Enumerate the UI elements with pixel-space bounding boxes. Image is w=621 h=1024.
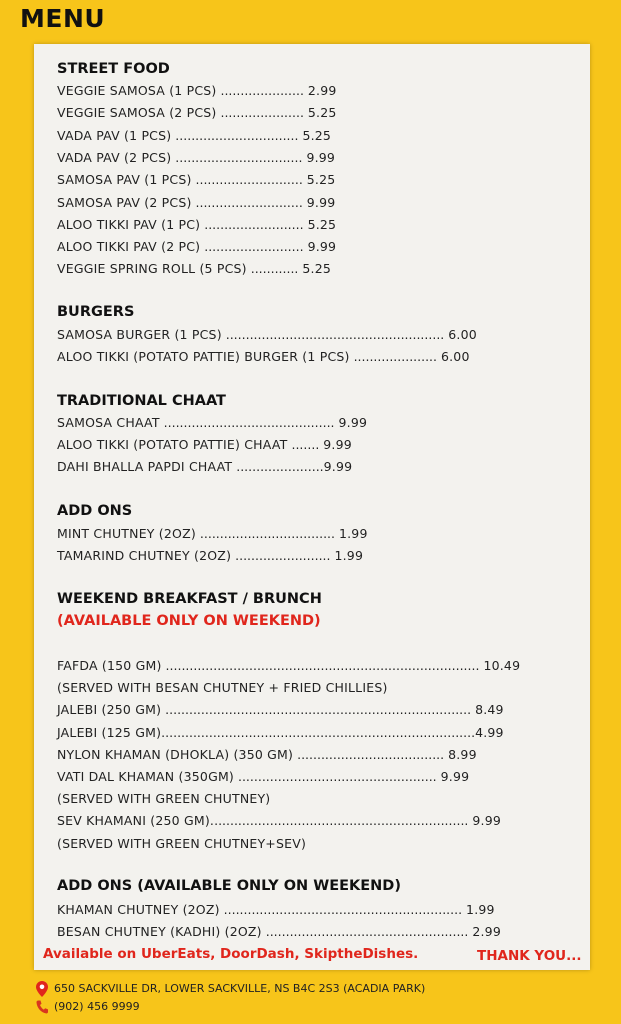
- menu-item-name: SAMOSA PAV (1 PCS): [57, 172, 192, 188]
- menu-item-name: ALOO TIKKI PAV (1 PC): [57, 216, 201, 232]
- menu-item-price: 5.25: [302, 127, 332, 143]
- menu-item-price: 9.99: [323, 459, 353, 474]
- section-title-street-food: STREET FOOD: [57, 61, 170, 77]
- menu-item: [57, 924, 501, 939]
- section-title-weekend: WEEKEND BREAKFAST / BRUNCH: [57, 591, 322, 607]
- menu-item-price: 8.99: [448, 746, 477, 762]
- menu-item-price: 9.99: [440, 769, 470, 784]
- menu-item-price: 2.99: [472, 924, 501, 939]
- section-subtitle-weekend: (AVAILABLE ONLY ON WEEKEND): [57, 613, 321, 629]
- menu-item: [57, 83, 337, 98]
- menu-item-price: 8.49: [475, 702, 504, 718]
- phone-text: (902) 456 9999: [54, 1000, 140, 1013]
- menu-item-price: 1.99: [334, 548, 364, 563]
- menu-item-price: 9.99: [306, 194, 336, 210]
- menu-item-leader: ............: [246, 261, 303, 277]
- menu-item-name: ALOO TIKKI PAV (2 PC): [57, 239, 201, 255]
- menu-item-price: 6.00: [440, 349, 470, 364]
- menu-item-leader: ............................................................: [219, 902, 467, 917]
- menu-item-name: MINT CHUTNEY (2OZ): [57, 526, 196, 541]
- menu-item: [57, 813, 501, 828]
- menu-item-price: 10.49: [483, 658, 521, 673]
- menu-item-price: 5.25: [306, 172, 336, 188]
- menu-item-leader: .........................: [200, 216, 308, 232]
- menu-item-note: (SERVED WITH GREEN CHUTNEY): [57, 791, 271, 807]
- menu-item-name: VEGGIE SPRING ROLL (5 PCS): [57, 261, 247, 277]
- delivery-availability: Available on UberEats, DoorDash, SkiptheDishes.: [43, 946, 419, 962]
- menu-item-name: SEV KHAMANI (250 GM).: [57, 813, 215, 829]
- menu-item: [57, 902, 495, 917]
- menu-item: [57, 150, 335, 165]
- menu-item-name: SAMOSA BURGER (1 PCS): [57, 327, 222, 342]
- menu-item-leader: ...............................................................................: [161, 658, 484, 673]
- menu-item-name: JALEBI (250 GM): [57, 702, 162, 718]
- menu-item-leader: ................................: [171, 149, 307, 165]
- menu-item-name: VATI DAL KHAMAN (350GM): [57, 769, 235, 784]
- menu-item-name: VEGGIE SAMOSA (1 PCS): [57, 83, 217, 98]
- menu-item-price: 5.25: [307, 216, 337, 232]
- menu-item-leader: ..................................................: [234, 769, 441, 784]
- menu-item-price: 2.99: [307, 83, 337, 98]
- menu-item-leader: ................................................................: [214, 813, 473, 829]
- menu-item-name: SAMOSA CHAAT: [57, 415, 160, 430]
- menu-item: [57, 725, 504, 740]
- menu-item: [57, 747, 477, 762]
- menu-item-note: (SERVED WITH BESAN CHUTNEY + FRIED CHILLIES): [57, 680, 388, 696]
- menu-item-leader: .....................: [349, 349, 441, 364]
- menu-item-name: FAFDA (150 GM): [57, 658, 162, 673]
- menu-item: [57, 437, 352, 452]
- menu-item-leader: ...........................: [191, 172, 307, 188]
- menu-item-price: 4.99: [475, 724, 504, 740]
- menu-item-name: TAMARIND CHUTNEY (2OZ): [57, 548, 232, 563]
- menu-item: [57, 459, 352, 474]
- menu-item-price: 1.99: [466, 902, 495, 917]
- menu-item: [57, 105, 337, 120]
- menu-item: [57, 658, 520, 673]
- menu-item-leader: ...............................................................................: [161, 724, 476, 740]
- menu-item: [57, 217, 336, 232]
- menu-item-name: JALEBI (125 GM): [57, 724, 162, 740]
- menu-item: [57, 128, 331, 143]
- menu-item: [57, 195, 335, 210]
- menu-item-price: 9.99: [338, 415, 368, 430]
- menu-item-name: NYLON KHAMAN (DHOKLA) (350 GM): [57, 746, 294, 762]
- menu-item-price: 5.25: [307, 105, 337, 121]
- menu-item-leader: ...........................: [191, 194, 307, 210]
- menu-item: [57, 769, 469, 784]
- menu-item-leader: .......................................................: [221, 327, 449, 342]
- thank-you-text: THANK YOU...: [477, 948, 582, 964]
- menu-item-name: SAMOSA PAV (2 PCS): [57, 194, 192, 210]
- menu-item-price: 9.99: [306, 149, 336, 165]
- menu-item: [57, 239, 336, 254]
- section-title-weekend-add-ons: ADD ONS (AVAILABLE ONLY ON WEEKEND): [57, 878, 401, 894]
- menu-item-leader: .....................: [216, 83, 308, 98]
- menu-item-name: VEGGIE SAMOSA (2 PCS): [57, 105, 217, 121]
- menu-item-name: DAHI BHALLA PAPDI CHAAT: [57, 459, 233, 474]
- menu-item-note: (SERVED WITH GREEN CHUTNEY+SEV): [57, 835, 307, 851]
- menu-item-price: 6.00: [448, 327, 477, 342]
- menu-item-leader: .........................: [200, 239, 308, 255]
- menu-title: MENU: [20, 4, 106, 33]
- menu-item: [57, 415, 367, 430]
- menu-item: [57, 526, 368, 541]
- menu-item-leader: .......: [287, 437, 324, 452]
- menu-item-leader: ......................: [232, 459, 324, 474]
- menu-item-leader: ........................: [231, 548, 335, 563]
- location-pin-icon: [36, 981, 48, 997]
- menu-item-name: ALOO TIKKI (POTATO PATTIE) BURGER (1 PCS): [57, 349, 350, 364]
- menu-item-price: 1.99: [338, 526, 368, 541]
- menu-item-leader: .............................................................................: [161, 702, 476, 718]
- menu-item: [57, 702, 504, 717]
- section-title-traditional-chaat: TRADITIONAL CHAAT: [57, 393, 226, 409]
- menu-item-leader: .....................: [216, 105, 308, 121]
- menu-item-leader: ...............................: [171, 127, 303, 143]
- menu-item: [57, 172, 335, 187]
- menu-item-leader: ...........................................: [159, 415, 339, 430]
- menu-item-price: 5.25: [302, 261, 332, 277]
- address-line: [36, 981, 425, 997]
- menu-item-name: KHAMAN CHUTNEY (2OZ): [57, 902, 220, 917]
- menu-item-price: 9.99: [472, 813, 502, 829]
- menu-item-name: BESAN CHUTNEY (KADHI) (2OZ): [57, 924, 262, 939]
- menu-item-price: 9.99: [323, 437, 352, 452]
- phone-line: [36, 1000, 140, 1014]
- menu-item-name: VADA PAV (1 PCS): [57, 127, 172, 143]
- menu-item: [57, 349, 470, 364]
- menu-item: [57, 548, 363, 563]
- section-title-burgers: BURGERS: [57, 304, 135, 320]
- address-text: 650 SACKVILLE DR, LOWER SACKVILLE, NS B4C 2S3 (ACADIA PARK): [54, 982, 426, 995]
- menu-item-leader: ...................................................: [261, 924, 473, 939]
- menu-item: [57, 327, 477, 342]
- phone-icon: [36, 1000, 48, 1014]
- menu-item-name: ALOO TIKKI (POTATO PATTIE) CHAAT: [57, 437, 288, 452]
- menu-item-price: 9.99: [307, 239, 337, 255]
- menu-item-name: VADA PAV (2 PCS): [57, 149, 172, 165]
- menu-item-leader: ..................................: [195, 526, 339, 541]
- menu-item: [57, 261, 331, 276]
- section-title-add-ons: ADD ONS: [57, 503, 133, 519]
- menu-item-leader: .....................................: [293, 746, 449, 762]
